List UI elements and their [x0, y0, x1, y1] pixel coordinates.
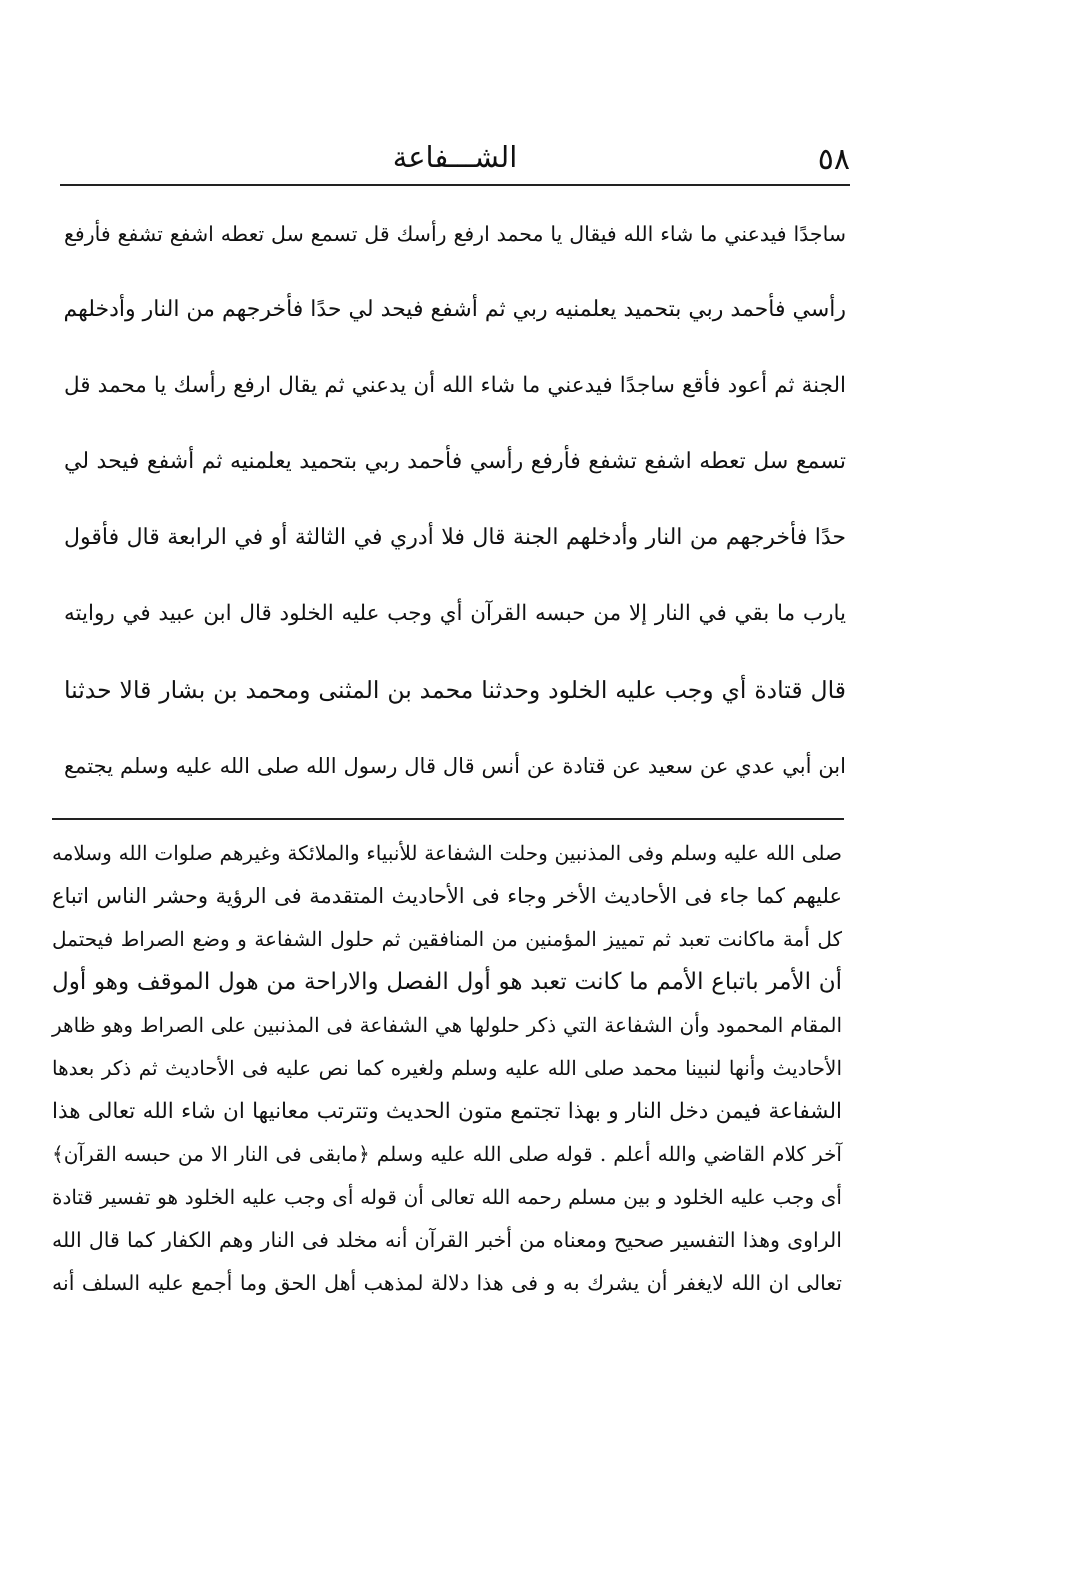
page-number: ٥٨	[817, 142, 850, 177]
commentary-text-block	[52, 832, 842, 1305]
commentary-divider	[52, 818, 844, 820]
hadith-line: ساجدًا فيدعني ما شاء الله فيقال يا محمد ارفع رأسك قل تسمع سل تعطه اشفع تشفع فأرفع	[64, 222, 846, 246]
hadith-line: يارب ما بقي في النار إلا من حبسه القرآن أي وجب عليه الخلود قال ابن عبيد في روايته	[64, 601, 846, 626]
commentary-line: عليهم كما جاء فى الأحاديث الأخر وجاء فى الأحاديث المتقدمة فى الرؤية وحشر الناس اتباع	[52, 884, 842, 908]
commentary-line: صلى الله عليه وسلم وفى المذنبين وحلت الشفاعة للأنبياء والملائكة وغيرهم صلوات الله وسلامه	[52, 841, 842, 865]
hadith-line: ابن أبي عدي عن سعيد عن قتادة عن أنس قال قال رسول الله صلى الله عليه وسلم يجتمع	[64, 754, 846, 778]
commentary-line: أن الأمر باتباع الأمم ما كانت تعبد هو أول الفصل والاراحة من هول الموقف وهو أول	[52, 969, 842, 995]
commentary-line: آخر كلام القاضي والله أعلم . قوله صلى الله عليه وسلم ﴿مابقى فى النار الا من حبسه القرآن﴾	[52, 1142, 842, 1166]
commentary-line: المقام المحمود وأن الشفاعة التي ذكر حلولها هي الشفاعة فى المذنبين على الصراط وهو ظاهر	[52, 1013, 842, 1037]
commentary-line: الأحاديث وأنها لنبينا محمد صلى الله عليه وسلم ولغيره كما نص عليه فى الأحاديث ثم ذكر بعدها	[52, 1056, 842, 1080]
commentary-line: أى وجب عليه الخلود و بين مسلم رحمه الله تعالى أن قوله أى وجب عليه الخلود هو تفسير قتادة	[52, 1185, 842, 1209]
hadith-line: رأسي فأحمد ربي بتحميد يعلمنيه ربي ثم أشفع فيحد لي حدًا فأخرجهم من النار وأدخلهم	[63, 297, 846, 322]
commentary-line: الشفاعة فيمن دخل النار و بهذا تجتمع متون الحديث وتترتب معانيها ان شاء الله تعالى هذا	[52, 1099, 842, 1124]
commentary-line: تعالى ان الله لايغفر أن يشرك به و فى هذا دلالة لمذهب أهل الحق وما أجمع عليه السلف أنه	[52, 1271, 842, 1295]
hadith-line: قال قتادة أي وجب عليه الخلود وحدثنا محمد بن المثنى ومحمد بن بشار قالا حدثنا	[64, 676, 846, 704]
hadith-line: الجنة ثم أعود فأقع ساجدًا فيدعني ما شاء الله أن يدعني ثم يقال ارفع رأسك يا محمد قل	[64, 373, 846, 398]
hadith-text-block	[64, 196, 846, 804]
header-divider	[60, 184, 850, 186]
commentary-line: كل أمة ماكانت تعبد ثم تمييز المؤمنين من المنافقين ثم حلول الشفاعة و وضع الصراط فيحتمل	[52, 927, 842, 951]
hadith-line: حدًا فأخرجهم من النار وأدخلهم الجنة قال فلا أدري في الثالثة أو في الرابعة قال فأقول	[64, 525, 846, 550]
commentary-line: الراوى وهذا التفسير صحيح ومعناه من أخبر القرآن أنه مخلد فى النار وهم الكفار كما قال الله	[52, 1228, 842, 1252]
page-header	[60, 132, 850, 182]
running-title: الشـــفاعة	[392, 140, 518, 174]
hadith-line: تسمع سل تعطه اشفع تشفع فأرفع رأسي فأحمد ربي بتحميد يعلمنيه ثم أشفع فيحد لي	[64, 449, 846, 474]
